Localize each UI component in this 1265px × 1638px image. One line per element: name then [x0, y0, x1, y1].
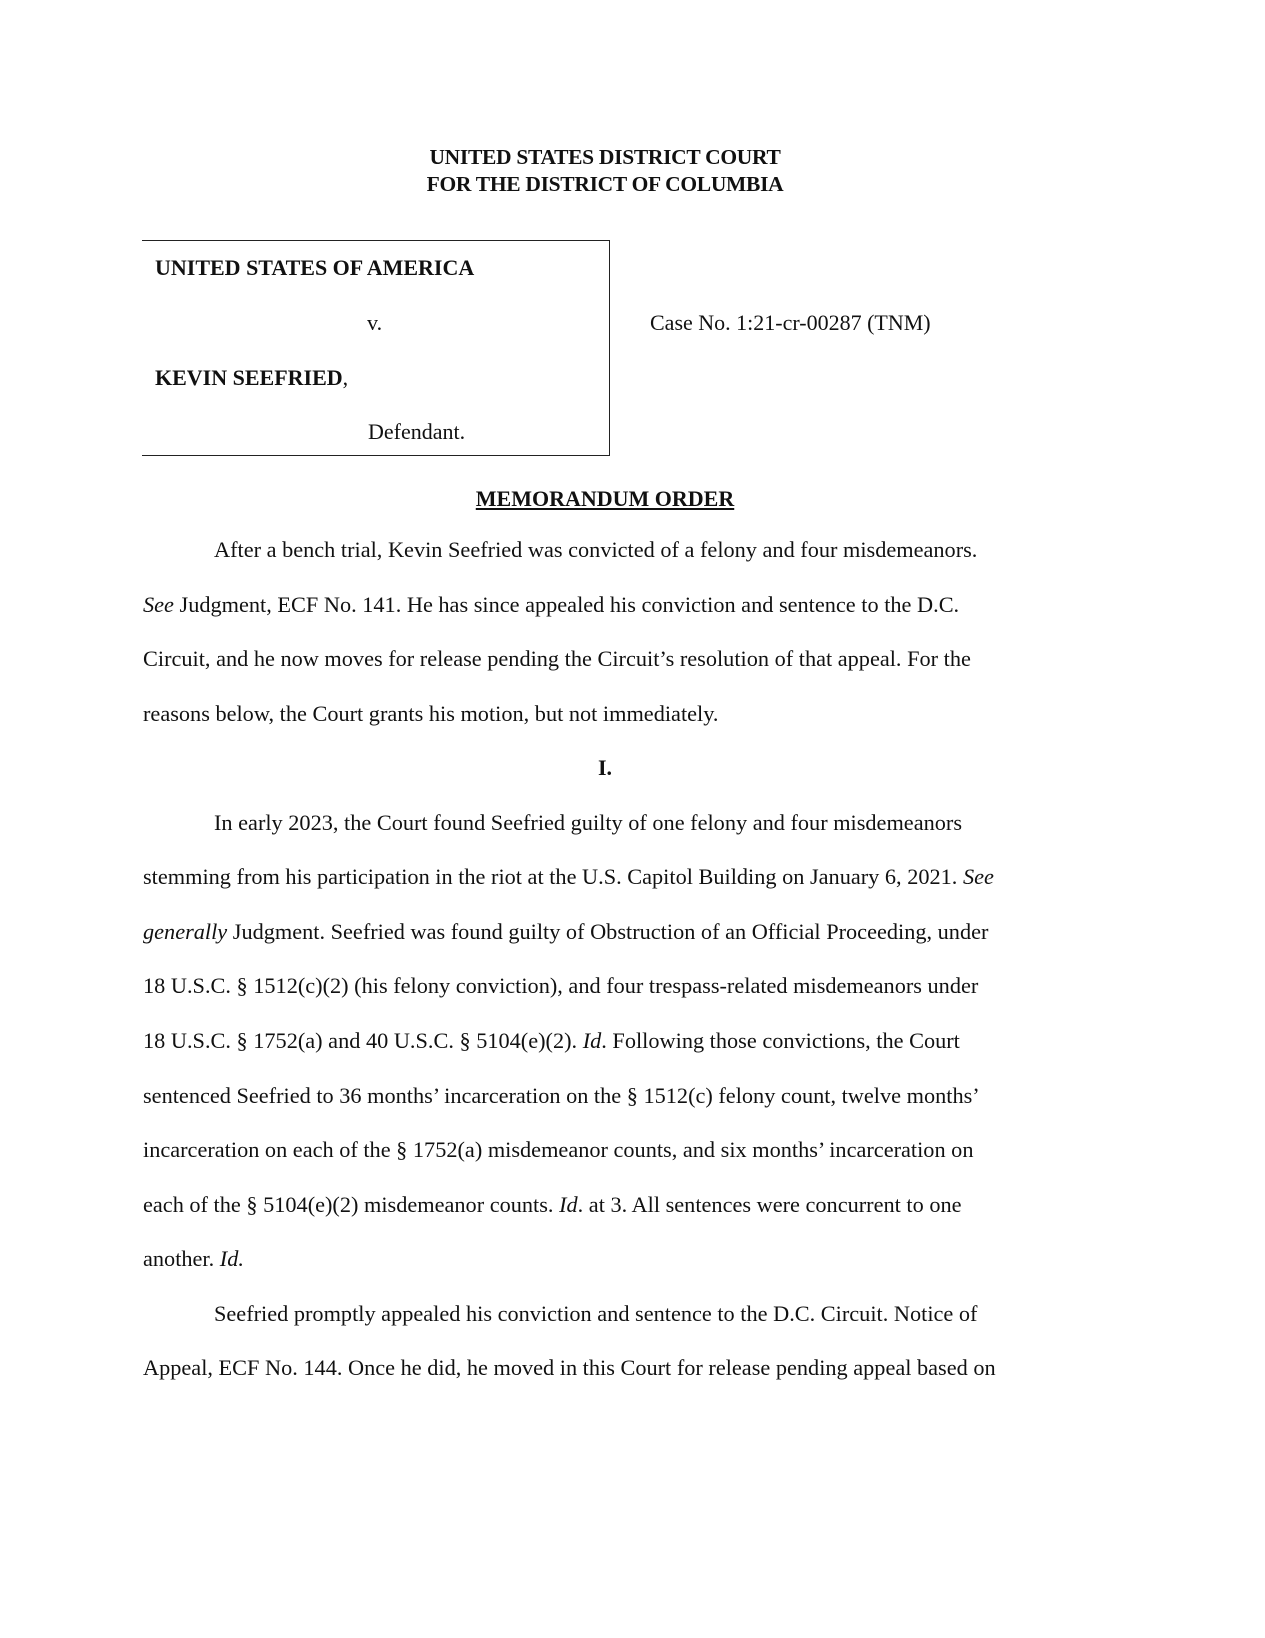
body-line: [214, 537, 977, 563]
body-line: [214, 1301, 977, 1327]
body-line: [143, 1192, 962, 1218]
body-line: [143, 1355, 996, 1381]
italic-citation: Id.: [219, 1246, 244, 1272]
case-number: Case No. 1:21-cr-00287 (TNM): [650, 310, 931, 335]
text-run: sentenced Seefried to 36 months’ incarceration on the § 1512(c) felony count, twelve months’: [143, 1082, 980, 1108]
body-line: [143, 1028, 960, 1054]
body-line: [143, 973, 978, 999]
italic-citation: See: [143, 591, 174, 617]
body-line: [143, 646, 971, 672]
defendant: [155, 365, 348, 391]
text-run: 18 U.S.C. § 1512(c)(2) (his felony conviction), and four trespass-related misdemeanors under: [143, 973, 979, 999]
text-run: . at 3. All sentences were concurrent to one: [577, 1191, 962, 1217]
body-line: [143, 592, 959, 618]
italic-citation: Id: [582, 1027, 602, 1053]
body-line: [143, 1137, 973, 1163]
defendant-label: Defendant.: [368, 419, 466, 444]
italic-citation: Id: [559, 1191, 578, 1217]
document-title: [0, 486, 1210, 512]
defendant-name: KEVIN SEEFRIED: [155, 365, 343, 390]
italic-citation: generally: [143, 918, 228, 944]
text-run: each of the § 5104(e)(2) misdemeanor counts.: [143, 1191, 560, 1217]
text-run: . Following those convictions, the Court: [601, 1027, 960, 1053]
body-line: [143, 701, 719, 727]
court-name-line-1: UNITED STATES DISTRICT COURT: [429, 145, 781, 169]
text-run: Seefried promptly appealed his conviction and sentence to the D.C. Circuit. Notice of: [214, 1300, 978, 1326]
text-run: In early 2023, the Court found Seefried guilty of one felony and four misdemeanors: [214, 809, 962, 835]
text-run: After a bench trial, Kevin Seefried was convicted of a felony and four misdemeanors.: [214, 537, 978, 562]
text-run: reasons below, the Court grants his motion, but not immediately.: [143, 700, 719, 726]
body-line: [214, 810, 962, 836]
body-line: [143, 1246, 244, 1272]
body-line: [143, 1083, 980, 1109]
section-heading: I.: [597, 755, 613, 781]
plaintiff-name: UNITED STATES OF AMERICA: [155, 255, 475, 280]
text-run: Judgment. Seefried was found guilty of Obstruction of an Official Proceeding, under: [227, 918, 989, 944]
text-run: Judgment, ECF No. 141. He has since appealed his conviction and sentence to the D.C.: [173, 591, 960, 617]
text-run: Circuit, and he now moves for release pending the Circuit’s resolution of that appeal. For the: [143, 646, 971, 672]
body-line: [143, 919, 988, 945]
text-run: stemming from his participation in the riot at the U.S. Capitol Building on January 6, 2021.: [143, 864, 963, 890]
italic-citation: See: [962, 864, 994, 890]
defendant-comma: ,: [342, 365, 349, 390]
document-title-text: MEMORANDUM ORDER: [475, 486, 735, 511]
court-name-line-2: FOR THE DISTRICT OF COLUMBIA: [426, 172, 784, 196]
versus: v.: [367, 310, 383, 335]
text-run: 18 U.S.C. § 1752(a) and 40 U.S.C. § 5104(e)(2).: [143, 1027, 583, 1053]
text-run: another.: [143, 1246, 220, 1272]
text-run: incarceration on each of the § 1752(a) misdemeanor counts, and six months’ incarceration on: [143, 1137, 974, 1163]
body-line: [143, 864, 994, 890]
text-run: Appeal, ECF No. 144. Once he did, he moved in this Court for release pending appeal based on: [143, 1355, 996, 1381]
